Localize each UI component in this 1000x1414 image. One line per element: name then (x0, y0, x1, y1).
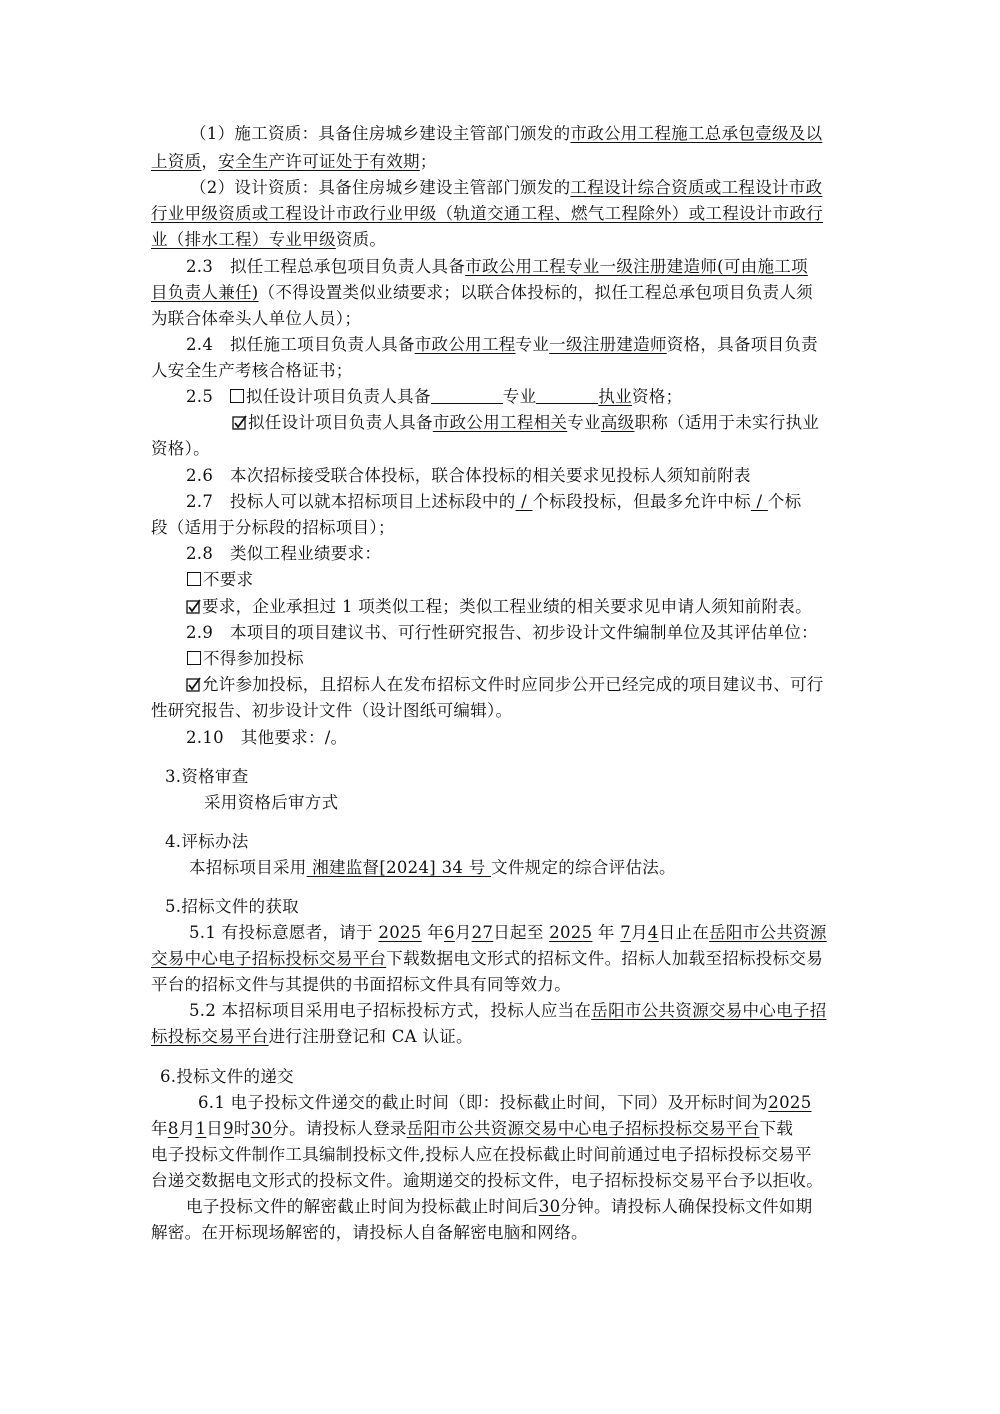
section-3-body: 采用资格后审方式 (204, 793, 339, 812)
qual-construction-line-2: 上资质，安全生产许可证处于有效期； (151, 152, 437, 171)
item-2-7-line-1: 2.7 投标人可以就本招标项目上述标段中的 / 个标段投标，但最多允许中标 / 个标 (186, 492, 802, 511)
item-6-1-line-3: 电子投标文件制作工具编制投标文件,投标人应在投标截止时间前通过电子招标投标交易平 (151, 1145, 812, 1164)
decrypt-line-1: 电子投标文件的解密截止时间为投标截止时间后30分钟。请投标人确保投标文件如期 (186, 1197, 813, 1216)
qual-design-line-2: 行业甲级资质或工程设计市政行业甲级（轨道交通工程、燃气工程除外）或工程设计市政行 (151, 204, 823, 223)
item-2-9-option-2: 允许参加投标，且招标人在发布招标文件时应同步公开已经完成的项目建议书、可行 (186, 674, 1000, 696)
checkbox-empty-icon[interactable] (230, 389, 244, 403)
item-2-6: 2.6 本次招标接受联合体投标，联合体投标的相关要求见投标人须知前附表 (186, 466, 751, 485)
item-5-2-line-1: 5.2 本招标项目采用电子招标投标方式，投标人应当在岳阳市公共资源交易中心电子招 (189, 1001, 827, 1020)
qual-design-line-3: 业（排水工程）专业甲级资质。 (151, 230, 387, 249)
item-5-1-line-2: 交易中心电子招标投标交易平台下载数据电文形式的招标文件。招标人加载至招标投标交易 (151, 949, 824, 968)
item-2-5-line-3: 资格）。 (151, 439, 210, 458)
checkbox-empty-icon[interactable] (187, 651, 201, 665)
section-6-title: 6.投标文件的递交 (160, 1067, 294, 1086)
item-2-5-line-2: 拟任设计项目负责人具备市政公用工程相关专业高级职称（适用于未实行执业 (232, 412, 1000, 434)
item-2-7-line-2: 段（适用于分标段的招标项目）； (151, 518, 395, 537)
item-2-9-line-4: 性研究报告、初步设计文件（设计图纸可编辑）。 (151, 701, 513, 720)
item-5-1-line-3: 平台的招标文件与其提供的书面招标文件具有同等效力。 (151, 975, 571, 994)
item-2-3-line-2: 目负责人兼任)（不得设置类似业绩要求；以联合体投标的，拟任工程总承包项目负责人须 (151, 283, 813, 302)
item-6-1-line-2: 年8月1日9时30分。请投标人登录岳阳市公共资源交易中心电子招标投标交易平台下载 (151, 1119, 794, 1138)
item-2-10: 2.10 其他要求：/。 (186, 728, 348, 747)
section-5-title: 5.招标文件的获取 (165, 897, 299, 916)
item-6-1-line-4: 台递交数据电文形式的投标文件。逾期递交的投标文件，电子招标投标交易平台予以拒收。 (151, 1171, 823, 1190)
decrypt-line-2: 解密。在开标现场解密的，请投标人自备解密电脑和网络。 (151, 1223, 588, 1242)
item-2-8-option-2: 要求，企业承担过 1 项类似工程；类似工程业绩的相关要求见申请人须知前附表。 (186, 596, 1000, 618)
qual-design-line-1: （2）设计资质：具备住房城乡建设主管部门颁发的工程设计综合资质或工程设计市政 (190, 178, 823, 197)
section-3-title: 3.资格审查 (165, 767, 249, 786)
item-2-3-line-3: 为联合体牵头人单位人员）； (151, 309, 362, 328)
checkbox-empty-icon[interactable] (187, 572, 201, 586)
item-5-1-line-1: 5.1 有投标意愿者，请于 2025 年6月27日起至 2025 年 7月4日止在岳阳市公共资源 (189, 923, 827, 942)
checkbox-checked-icon[interactable] (186, 599, 201, 614)
checkbox-checked-icon[interactable] (186, 677, 201, 692)
item-2-9-line-1: 2.9 本项目的项目建议书、可行性研究报告、初步设计文件编制单位及其评估单位： (186, 623, 818, 642)
blank-field (431, 387, 503, 404)
qual-construction-line-1: （1）施工资质：具备住房城乡建设主管部门颁发的市政公用工程施工总承包壹级及以 (190, 124, 823, 143)
section-4-title: 4.评标办法 (165, 832, 249, 851)
item-2-5-line-1: 2.5 拟任设计项目负责人具备 专业 执业资格； (186, 387, 683, 406)
blank-field (536, 387, 598, 404)
checkbox-checked-icon[interactable] (232, 415, 247, 430)
item-2-8-option-1: 不要求 (187, 569, 1000, 591)
item-2-3-line-1: 2.3 拟任工程总承包项目负责人具备市政公用工程专业一级注册建造师(可由施工项 (186, 257, 808, 276)
section-4-body: 本招标项目采用 湘建监督[2024] 34 号 文件规定的综合评估法。 (189, 858, 676, 877)
item-2-4-line-1: 2.4 拟任施工项目负责人具备市政公用工程专业一级注册建造师资格，具备项目负责 (186, 335, 818, 354)
item-2-4-line-2: 人安全生产考核合格证书； (151, 361, 353, 380)
item-2-8-line-1: 2.8 类似工程业绩要求： (186, 544, 382, 563)
item-2-9-option-1: 不得参加投标 (187, 648, 1000, 670)
item-5-2-line-2: 标投标交易平台进行注册登记和 CA 认证。 (151, 1027, 473, 1046)
item-6-1-line-1: 6.1 电子投标文件递交的截止时间（即：投标截止时间，下同）及开标时间为2025 (198, 1093, 812, 1112)
